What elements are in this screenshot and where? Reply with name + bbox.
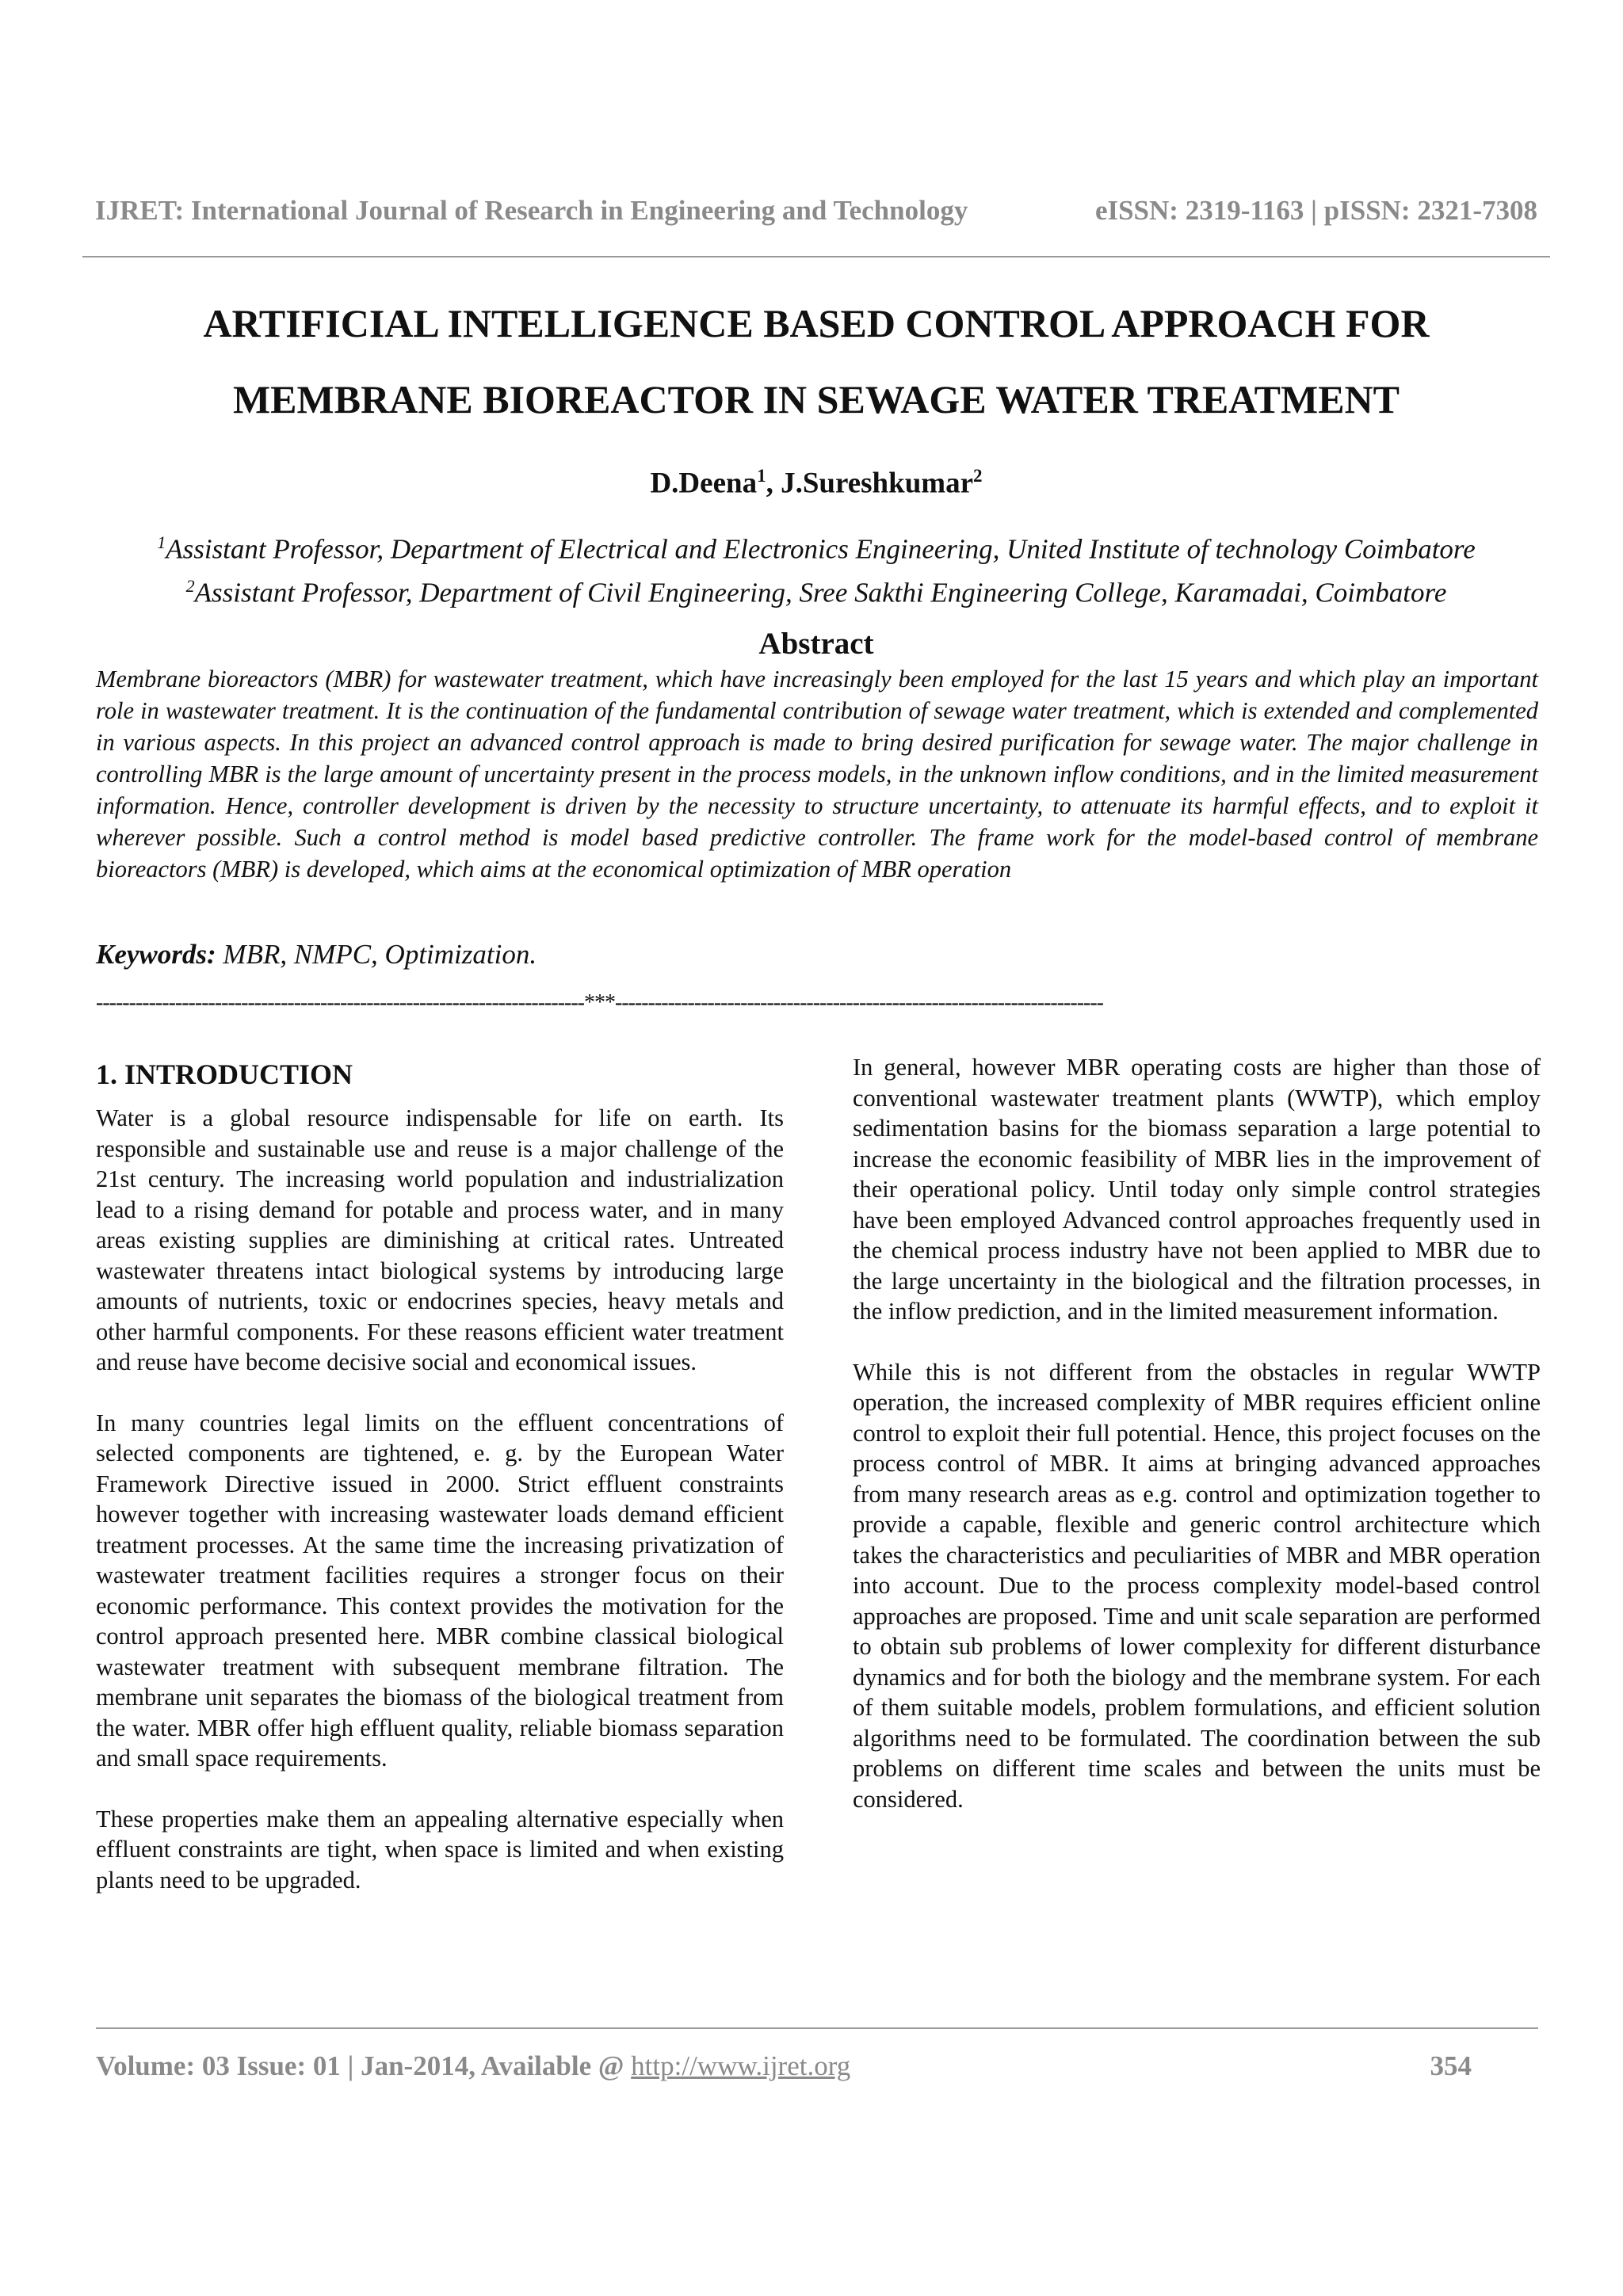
keywords-label: Keywords: [96,939,216,970]
affiliation-2-mark: 2 [185,575,195,596]
footer-volume [96,2050,850,2082]
footer-volume-text: Volume: 03 Issue: 01 | Jan-2014, Available @ [96,2050,632,2081]
paragraph: These properties make them an appealing alternative especially when effluent constraints are tight, when space is limited and when existing plants need to be upgraded. [96,1805,784,1894]
section-heading-introduction: 1. INTRODUCTION [96,1058,353,1090]
author-line [82,466,1550,500]
header-divider [82,256,1550,257]
page-footer [96,2050,1472,2082]
right-column [853,1052,1541,1844]
author-2: J.Sureshkumar [781,467,974,500]
paper-title: ARTIFICIAL INTELLIGENCE BASED CONTROL APPROACH FOR MEMBRANE BIOREACTOR IN SEWAGE WATER TREATMENT [203,301,1430,421]
journal-issn: eISSN: 2319-1163 | pISSN: 2321-7308 [1094,195,1537,226]
affiliation-2 [82,568,1550,612]
page-number: 354 [1430,2050,1472,2081]
affiliation-1-mark: 1 [157,532,166,552]
abstract-text: Membrane bioreactors (MBR) for wastewater treatment, which have increasingly been employed for the last 15 years and which play an important role in wastewater treatment. It is the continuation of the fundamental contribution of sewage water treatment, which is extended and complemented in various aspects. In this project an advanced control approach is made to bring desired purification for sewage water. The major challenge in controlling MBR is the large amount of uncertainty present in the process models, in the unknown inflow conditions, and in the limited measurement information. Hence, controller development is driven by the necessity to structure uncertainty, to attenuate its harmful effects, and to exploit it wherever possible. Such a control method is model based predictive controller. The frame work for the model-based control of membrane bioreactors (MBR) is developed, which aims at the economical optimization of MBR operation [96,666,1538,883]
left-column [96,1052,784,1925]
affiliation-1-text: Assistant Professor, Department of Electrical and Electronics Engineering, United Institute of technology Coimbatore [166,533,1476,565]
paragraph: Water is a global resource indispensable for life on earth. Its responsible and sustainable use and reuse is a major challenge of the 21st century. The increasing world population and industrialization lead to a rising demand for potable and process water, and in many areas existing supplies are diminishing at critical rates. Untreated wastewater threatens intact biological systems by introducing large amounts of nutrients, toxic or endocrines species, heavy metals and other harmful components. For these reasons efficient water treatment and reuse have become decisive social and economical issues. [96,1104,784,1375]
keywords-text: MBR, NMPC, Optimization. [216,939,537,970]
affiliation-2-text: Assistant Professor, Department of Civil Engineering, Sree Sakthi Engineering College, Karamadai, Coimbatore [194,577,1447,608]
keywords [96,939,1538,971]
journal-link[interactable]: http://www.ijret.org [631,2050,851,2081]
section-separator: --------------------------------------------------------------------------***-------------------------------------------------------------------------- [96,990,1103,1015]
journal-header [95,193,1537,228]
paragraph: While this is not different from the obstacles in regular WWTP operation, the increased complexity of MBR requires efficient online control to exploit their full potential. Hence, this project focuses on the process control of MBR. It aims at bringing advanced approaches from many research areas as e.g. control and optimization together to provide a capable, flexible and generic control architecture which takes the characteristics and peculiarities of MBR and MBR operation into account. Due to the process complexity model-based control approaches are proposed. Time and unit scale separation are performed to obtain sub problems of lower complexity for different disturbance dynamics and for both the biology and the membrane system. For each of them suitable models, problem formulations, and efficient solution algorithms need to be formulated. The coordination between the sub problems on different time scales and between the units must be considered. [853,1358,1541,1813]
abstract-heading: Abstract [758,627,874,661]
author-separator: , [766,467,781,500]
affiliation-1 [82,524,1550,568]
footer-divider [96,2027,1538,2029]
author-1-mark: 1 [757,466,766,486]
paragraph: In many countries legal limits on the effluent concentrations of selected components are tightened, e. g. by the European Water Framework Directive issued in 2000. Strict effluent constraints however together with increasing wastewater loads demand efficient treatment processes. At the same time the increasing privatization of wastewater treatment facilities requires a stronger focus on their economic performance. This context provides the motivation for the control approach presented here. MBR combine classical biological wastewater treatment with subsequent membrane filtration. The membrane unit separates the biomass of the biological treatment from the water. MBR offer high effluent quality, reliable biomass separation and small space requirements. [96,1409,784,1772]
author-1: D.Deena [650,467,758,500]
affiliations [82,524,1550,611]
author-2-mark: 2 [973,466,983,486]
journal-name: IJRET: International Journal of Research in Engineering and Technology [95,195,968,226]
paragraph: In general, however MBR operating costs are higher than those of conventional wastewater treatment plants (WWTP), which employ sedimentation basins for the biomass separation a large potential to increase the economic feasibility of MBR lies in the improvement of their operational policy. Until today only simple control strategies have been employed Advanced control approaches frequently used in the chemical process industry have not been applied to MBR due to the large uncertainty in the biological and the filtration processes, in the inflow prediction, and in the limited measurement information. [853,1054,1541,1325]
